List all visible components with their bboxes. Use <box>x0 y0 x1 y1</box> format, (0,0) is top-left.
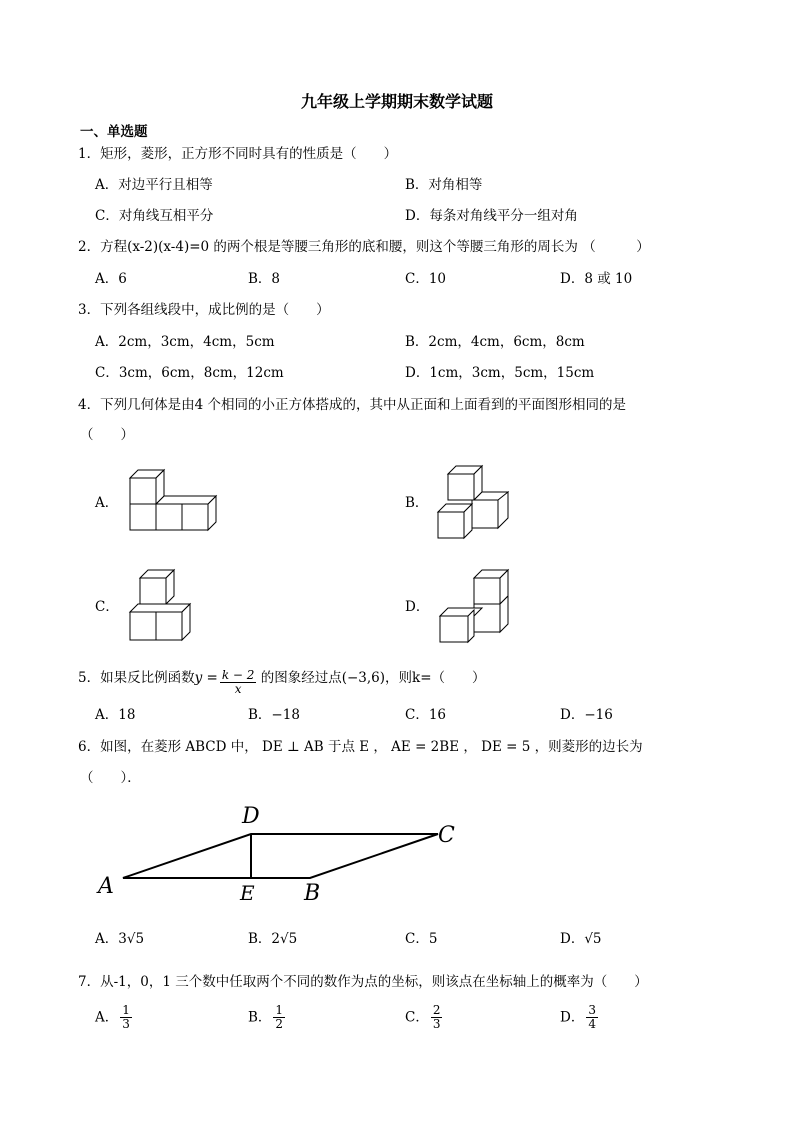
q7-option-a <box>95 1004 132 1031</box>
q5-mid: 的图象经过点 <box>260 670 342 686</box>
q1-option-c: C．对角线互相平分 <box>95 208 214 224</box>
q7-option-d <box>560 1004 598 1031</box>
q2-option-b: B．8 <box>248 271 281 287</box>
q7-option-c-fraction <box>431 1004 443 1031</box>
q7-b-num: 1 <box>275 1003 284 1017</box>
label-a: A <box>98 874 114 899</box>
q6-option-b: B．2√5 <box>248 931 298 947</box>
q2-stem: 2．方程(x-2)(x-4)=0 的两个根是等腰三角形的底和腰，则这个等腰三角形的周长为 （ ） <box>78 239 650 255</box>
q7-option-b-fraction <box>273 1004 285 1031</box>
q4-figure-d <box>434 568 524 646</box>
q1-option-a: A．对边平行且相等 <box>95 177 213 193</box>
q7-a-den: 3 <box>122 1017 130 1031</box>
q3-stem: 3．下列各组线段中，成比例的是（ ） <box>78 302 330 318</box>
q5-stem <box>78 669 486 696</box>
label-b: B <box>304 881 321 906</box>
q4-stem: 4．下列几何体是由4 个相同的小正方体搭成的，其中从正面和上面看到的平面图形相同的是 <box>78 397 626 413</box>
q3-option-c: C．3cm，6cm，8cm，12cm <box>95 365 284 381</box>
q6-option-a: A．3√5 <box>95 931 145 947</box>
q6-stem-paren: （ ）． <box>80 770 141 786</box>
label-d: D <box>242 804 260 829</box>
q5-suffix: ，则k=（ ） <box>385 670 486 686</box>
q2-option-d: D．8 或 10 <box>560 271 633 287</box>
label-e: E <box>240 881 255 905</box>
q4-option-a: A． <box>95 495 119 511</box>
q7-option-d-fraction <box>586 1004 598 1031</box>
q2-option-c: C．10 <box>405 271 447 287</box>
q4-figure-a <box>124 470 224 540</box>
q4-figure-b <box>434 464 524 544</box>
q3-option-d: D．1cm，3cm，5cm，15cm <box>405 365 595 381</box>
q1-option-b: B．对角相等 <box>405 177 483 193</box>
q1-stem: 1．矩形，菱形，正方形不同时具有的性质是（ ） <box>78 146 398 162</box>
q4-stem-paren: （ ） <box>80 427 134 443</box>
q5-fraction <box>220 669 257 696</box>
q4-option-c: C． <box>95 599 119 615</box>
q3-option-b: B．2cm，4cm，6cm，8cm <box>405 334 585 350</box>
q7-d-num: 3 <box>588 1003 596 1017</box>
q7-option-a-label: A． <box>95 1009 119 1026</box>
label-c: C <box>438 823 455 848</box>
q7-option-d-label: D． <box>560 1009 585 1026</box>
q5-fraction-numerator: k − 2 <box>221 668 255 682</box>
q5-point: (−3,6) <box>341 670 386 686</box>
q4-figure-c <box>124 570 214 646</box>
q5-option-a: A．18 <box>95 707 136 723</box>
q7-c-num: 2 <box>432 1003 441 1017</box>
q7-option-c-label: C． <box>405 1009 429 1026</box>
q7-c-den: 3 <box>432 1017 441 1031</box>
q4-option-b: B． <box>405 495 429 511</box>
q1-option-d: D．每条对角线平分一组对角 <box>405 208 578 224</box>
q7-d-den: 4 <box>588 1017 596 1031</box>
q6-option-c: C．5 <box>405 931 438 947</box>
q7-a-num: 1 <box>122 1003 130 1017</box>
q3-option-a: A．2cm，3cm，4cm，5cm <box>95 334 275 350</box>
q5-fraction-denominator: x <box>234 682 242 696</box>
q5-prefix: 5．如果反比例函数 <box>78 670 195 686</box>
q5-option-c: C．16 <box>405 707 447 723</box>
q7-option-b-label: B． <box>248 1009 272 1026</box>
q6-option-d: D．√5 <box>560 931 602 947</box>
rhombus-figure <box>90 800 470 910</box>
q5-option-d: D．−16 <box>560 707 613 723</box>
q7-stem: 7．从-1，0，1 三个数中任取两个不同的数作为点的坐标，则该点在坐标轴上的概率为（ ） <box>78 974 648 990</box>
q5-y: y = <box>194 670 218 686</box>
q6-stem: 6．如图，在菱形 ABCD 中， DE ⊥ AB 于点 E ， AE = 2BE ， DE = 5 ，则菱形的边长为 <box>78 739 643 755</box>
rhombus-abcd <box>123 834 438 878</box>
q4-option-d: D． <box>405 599 430 615</box>
q7-option-a-fraction <box>120 1004 132 1031</box>
q2-option-a: A．6 <box>95 271 127 287</box>
page-title: 九年级上学期期末数学试题 <box>300 92 493 111</box>
q7-b-den: 2 <box>275 1017 284 1031</box>
q7-option-c <box>405 1004 442 1031</box>
q5-option-b: B．−18 <box>248 707 300 723</box>
section-heading: 一、单选题 <box>80 124 148 140</box>
q7-option-b <box>248 1004 285 1031</box>
